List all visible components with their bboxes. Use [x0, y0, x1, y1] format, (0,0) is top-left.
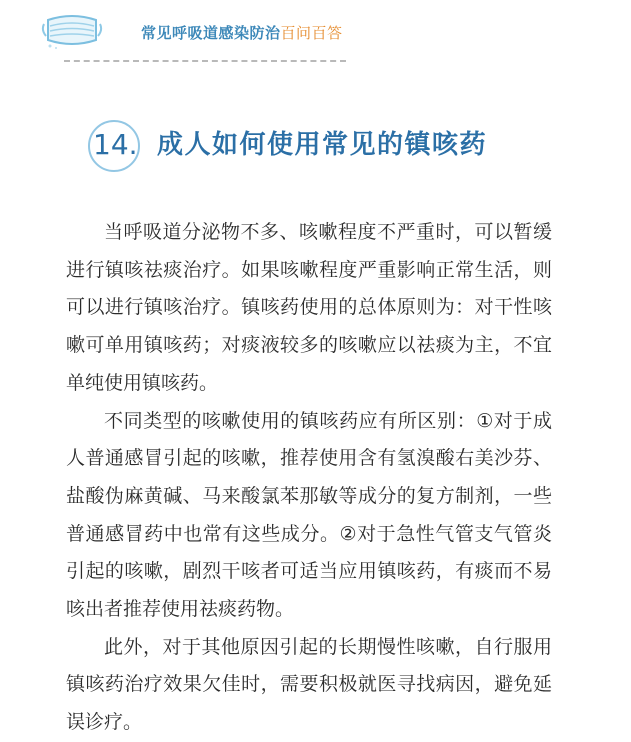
page-header [0, 0, 631, 66]
book-title-accent: 百问百答 [280, 24, 343, 42]
question-number: 14. [93, 128, 138, 161]
answer-body [66, 214, 552, 742]
paragraph: 此外，对于其他原因引起的长期慢性咳嗽，自行服用镇咳药治疗效果欠佳时，需要积极就医寻找病因，避免延误诊疗。 [66, 635, 552, 734]
book-title [141, 22, 343, 43]
header-divider [64, 60, 346, 62]
paragraph: 不同类型的咳嗽使用的镇咳药应有所区别：①对于成人普通感冒引起的咳嗽，推荐使用含有氢溴酸右美沙芬、盐酸伪麻黄碱、马来酸氯苯那敏等成分的复方制剂，一些普通感冒药中也常有这些成分。②对于急性气管支气管炎引起的咳嗽，剧烈干咳者可适当应用镇咳药，有痰而不易咳出者推荐使用祛痰药物。 [66, 409, 552, 621]
question-title: 成人如何使用常见的镇咳药 [157, 130, 488, 160]
paragraph: 当呼吸道分泌物不多、咳嗽程度不严重时，可以暂缓进行镇咳祛痰治疗。如果咳嗽程度严重影响正常生活，则可以进行镇咳治疗。镇咳药使用的总体原则为：对干性咳嗽可单用镇咳药；对痰液较多的咳嗽应以祛痰为主，不宜单纯使用镇咳药。 [66, 221, 552, 394]
face-mask-icon [40, 10, 104, 50]
book-title-main: 常见呼吸道感染防治 [141, 24, 281, 42]
